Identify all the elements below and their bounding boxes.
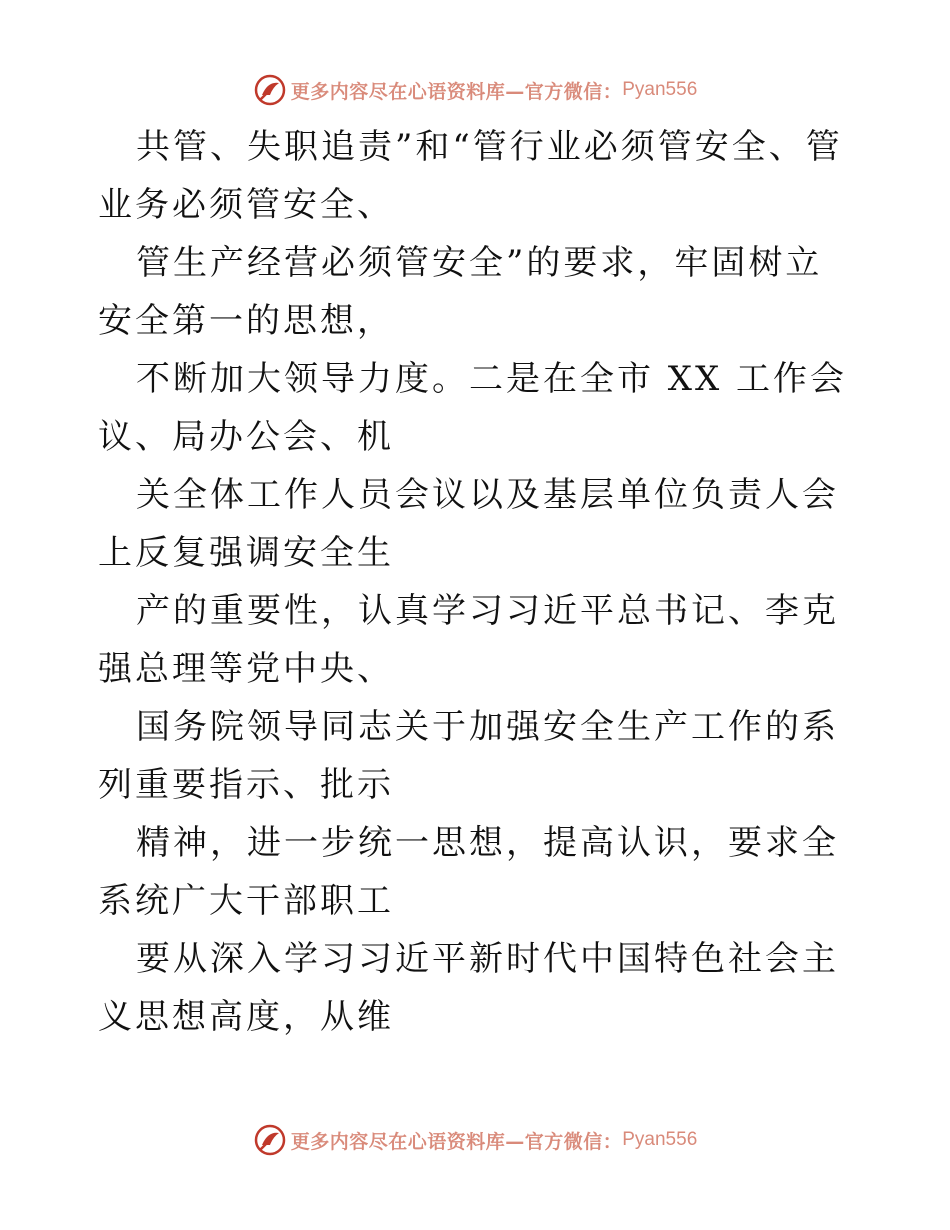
watermark-text: 更多内容尽在心语资料库—官方微信： bbox=[290, 80, 623, 103]
paragraph: 不断加大领导力度。二是在全市 XX 工作会议、局办公会、机 bbox=[98, 359, 848, 457]
paragraph: 共管、失职追责”和“管行业必须管安全、管业务必须管安全、 bbox=[98, 127, 843, 225]
paragraph: 关全体工作人员会议以及基层单位负责人会上反复强调安全生 bbox=[98, 475, 839, 573]
document-body bbox=[98, 118, 858, 1046]
paragraph: 要从深入学习习近平新时代中国特色社会主义思想高度，从维 bbox=[98, 939, 839, 1037]
paragraph: 管生产经营必须管安全”的要求，牢固树立安全第一的思想， bbox=[98, 243, 823, 341]
watermark-text: 更多内容尽在心语资料库—官方微信： bbox=[290, 1130, 623, 1153]
watermark-logo-icon bbox=[253, 73, 287, 107]
footer-watermark bbox=[0, 1120, 950, 1160]
watermark-logo-icon bbox=[253, 1123, 287, 1157]
header-watermark bbox=[0, 70, 950, 110]
watermark-handle: Pyan556 bbox=[622, 79, 698, 100]
paragraph: 产的重要性，认真学习习近平总书记、李克强总理等党中央、 bbox=[98, 591, 839, 689]
watermark-handle: Pyan556 bbox=[622, 1129, 698, 1150]
paragraph: 国务院领导同志关于加强安全生产工作的系列重要指示、批示 bbox=[98, 707, 839, 805]
paragraph: 精神，进一步统一思想，提高认识，要求全系统广大干部职工 bbox=[98, 823, 839, 921]
